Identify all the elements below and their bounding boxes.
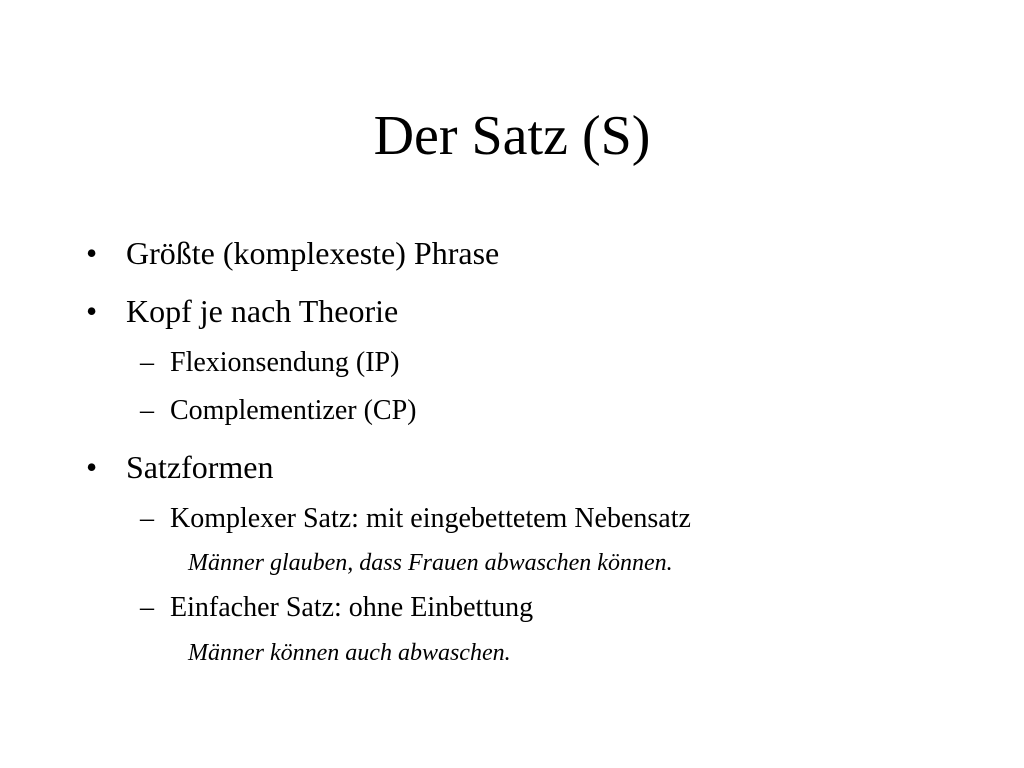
sub-bullet-item [140,591,700,625]
bullet-text: Größte (komplexeste) Phrase [126,235,500,271]
sub-bullet-text: Complementizer (CP) [170,395,417,426]
dash-marker: – [140,395,154,426]
example-sentence: Männer glauben, dass Frauen abwaschen können. [188,550,673,576]
dash-marker: – [140,347,154,378]
bullet-marker: • [86,235,98,271]
sub-bullet-text: Komplexer Satz: mit eingebettetem Nebensatz [170,503,691,534]
bullet-marker: • [86,293,98,329]
dash-marker: – [140,503,154,534]
sub-bullet-item [140,346,640,380]
slide-title: Der Satz (S) [373,105,651,167]
sub-bullet-text: Flexionsendung (IP) [170,347,400,378]
sub-bullet-text: Einfacher Satz: ohne Einbettung [170,592,534,623]
dash-marker: – [140,592,154,623]
example-sentence: Männer können auch abwaschen. [188,640,511,666]
sub-bullet-item [140,502,860,536]
sub-bullet-item [140,394,640,428]
bullet-item [86,291,646,331]
bullet-text: Satzformen [126,449,274,485]
bullet-item [86,233,646,273]
bullet-item [86,447,646,487]
bullet-text: Kopf je nach Theorie [126,293,399,329]
bullet-marker: • [86,449,98,485]
